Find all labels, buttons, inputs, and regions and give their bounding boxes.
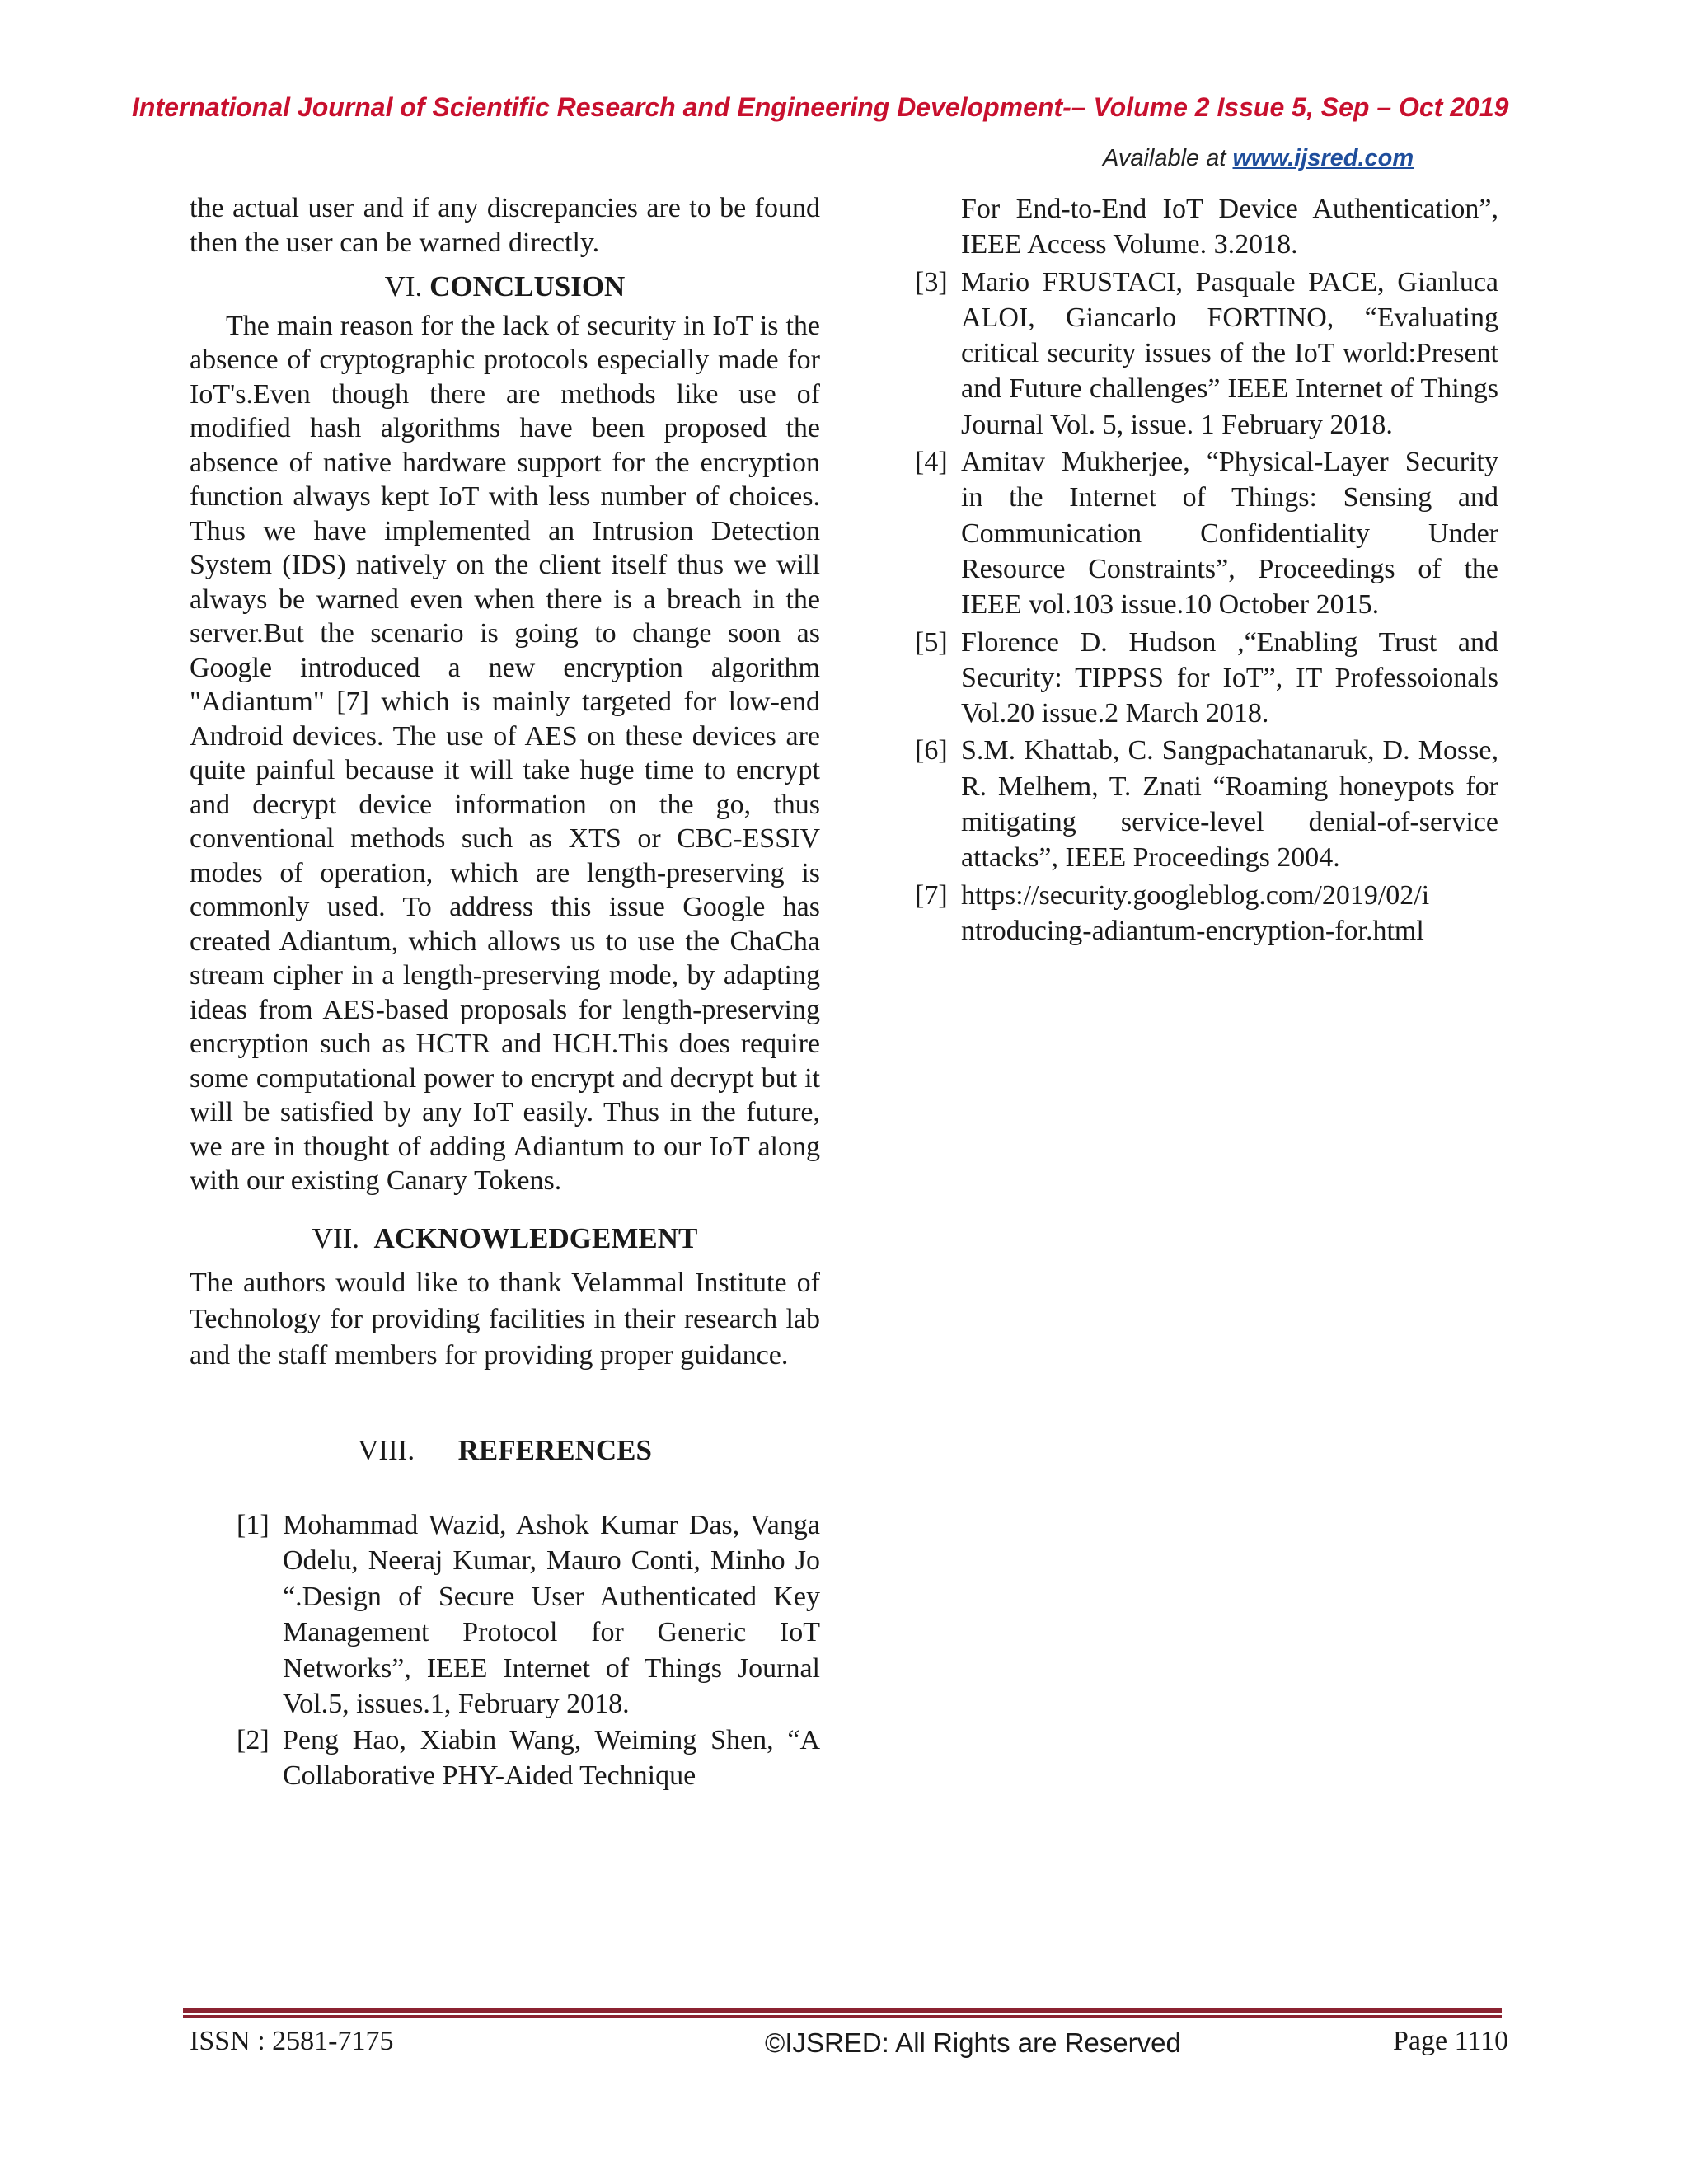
journal-website-link[interactable]: www.ijsred.com — [1232, 145, 1414, 171]
reference-continuation-text: For End-to-End IoT Device Authentication”, IEEE Access Volume. 3.2018. — [961, 194, 1498, 260]
reference-number: [5] — [915, 626, 948, 658]
conclusion-number: VI. — [384, 270, 423, 302]
footer-issn: ISSN : 2581-7175 — [190, 2026, 394, 2056]
references-number: VIII. — [358, 1434, 415, 1466]
conclusion-title: CONCLUSION — [429, 270, 626, 302]
reference-text: Peng Hao, Xiabin Wang, Weiming Shen, “A Collaborative PHY-Aided Technique — [283, 1724, 820, 1791]
left-column — [190, 191, 820, 1794]
acknowledgement-title: ACKNOWLEDGEMENT — [373, 1221, 698, 1254]
reference-url-line-1[interactable]: https://security.googleblog.com/2019/02/i — [961, 879, 1430, 911]
reference-number: [7] — [915, 879, 948, 911]
available-prefix: Available at — [1103, 145, 1233, 171]
intro-paragraph: the actual user and if any discrepancies are to be found then the user can be warned directly. — [190, 193, 820, 258]
conclusion-heading — [190, 269, 820, 304]
reference-text: Mario FRUSTACI, Pasquale PACE, Gianluca ALOI, Giancarlo FORTINO, “Evaluating critical security issues of the IoT world:Present and Future challenges” IEEE Internet of Things Journal Vol. 5, issue. 1 February 2018. — [961, 266, 1498, 440]
reference-item — [915, 878, 1498, 949]
acknowledgement-number: VII. — [312, 1221, 360, 1254]
footer-page-number: Page 1110 — [1393, 2026, 1509, 2056]
reference-item — [915, 733, 1498, 875]
references-title: REFERENCES — [457, 1434, 652, 1466]
reference-item — [915, 265, 1498, 443]
availability-line — [1103, 145, 1414, 172]
acknowledgement-body: The authors would like to thank Velammal Institute of Technology for providing facilities in their research lab and the staff members for providing proper guidance. — [190, 1268, 820, 1371]
reference-item — [190, 1722, 820, 1794]
reference-number: [6] — [915, 735, 948, 766]
right-column — [915, 191, 1498, 949]
conclusion-body: The main reason for the lack of security in IoT is the absence of cryptographic protocols especially made for IoT's.Even though there are methods like use of modified hash algorithms have been proposed the absence of native hardware support for the encryption function always kept IoT with less number of choices. Thus we have implemented an Intrusion Detection System (IDS) natively on the client itself thus we will always be warned even when there is a breach in the server.But the scenario is going to change soon as Google introduced a new encryption algorithm "Adiantum" [7] which is mainly targeted for low-end Android devices. The use of AES on these devices are quite painful because it will take huge time to encrypt and decrypt device information on the go, thus conventional methods such as XTS or CBC-ESSIV modes of operation, which are length-preserving is commonly used. To address this issue Google has created Adiantum, which allows us to use the ChaCha stream cipher in a length-preserving mode, by adapting ideas from AES-based proposals for length-preserving encryption such as HCTR and HCH.This does require some computational power to encrypt and decrypt but it will be satisfied by any IoT easily. Thus in the future, we are in thought of adding Adiantum to our IoT along with our existing Canary Tokens. — [190, 310, 820, 1196]
reference-number: [1] — [237, 1509, 270, 1540]
journal-header: International Journal of Scientific Research and Engineering Development-– Volume 2 Issue 5, Sep – Oct 2019 — [132, 92, 1509, 122]
reference-number: [4] — [915, 447, 948, 478]
reference-item — [915, 444, 1498, 622]
reference-url-line-2[interactable]: ntroducing-adiantum-encryption-for.html — [961, 915, 1424, 946]
reference-continuation — [915, 191, 1498, 263]
footer-copyright: ©IJSRED: All Rights are Reserved — [765, 2027, 1181, 2058]
footer-rule-thin — [183, 2015, 1502, 2018]
reference-number: [2] — [237, 1724, 270, 1755]
left-reference-list — [190, 1507, 820, 1794]
reference-text: Mohammad Wazid, Ashok Kumar Das, Vanga Odelu, Neeraj Kumar, Mauro Conti, Minho Jo “.Design of Secure User Authenticated Key Management Protocol for Generic IoT Networks”, IEEE Internet of Things Journal Vol.5, issues.1, February 2018. — [283, 1509, 820, 1719]
references-heading — [190, 1433, 820, 1468]
reference-item — [915, 625, 1498, 732]
reference-item — [190, 1507, 820, 1722]
reference-text: Florence D. Hudson ,“Enabling Trust and Security: TIPPSS for IoT”, IT Professoionals Vol.20 issue.2 March 2018. — [961, 626, 1498, 729]
reference-text: Amitav Mukherjee, “Physical-Layer Security in the Internet of Things: Sensing and Communication Confidentiality Under Resource Constraints”, Proceedings of the IEEE vol.103 issue.10 October 2015. — [961, 447, 1498, 621]
footer-rule — [183, 2008, 1502, 2018]
acknowledgement-heading — [190, 1221, 820, 1256]
reference-number: [3] — [915, 266, 948, 298]
reference-text: S.M. Khattab, C. Sangpachatanaruk, D. Mosse, R. Melhem, T. Znati “Roaming honeypots for mitigating service-level denial-of-service attacks”, IEEE Proceedings 2004. — [961, 735, 1498, 874]
